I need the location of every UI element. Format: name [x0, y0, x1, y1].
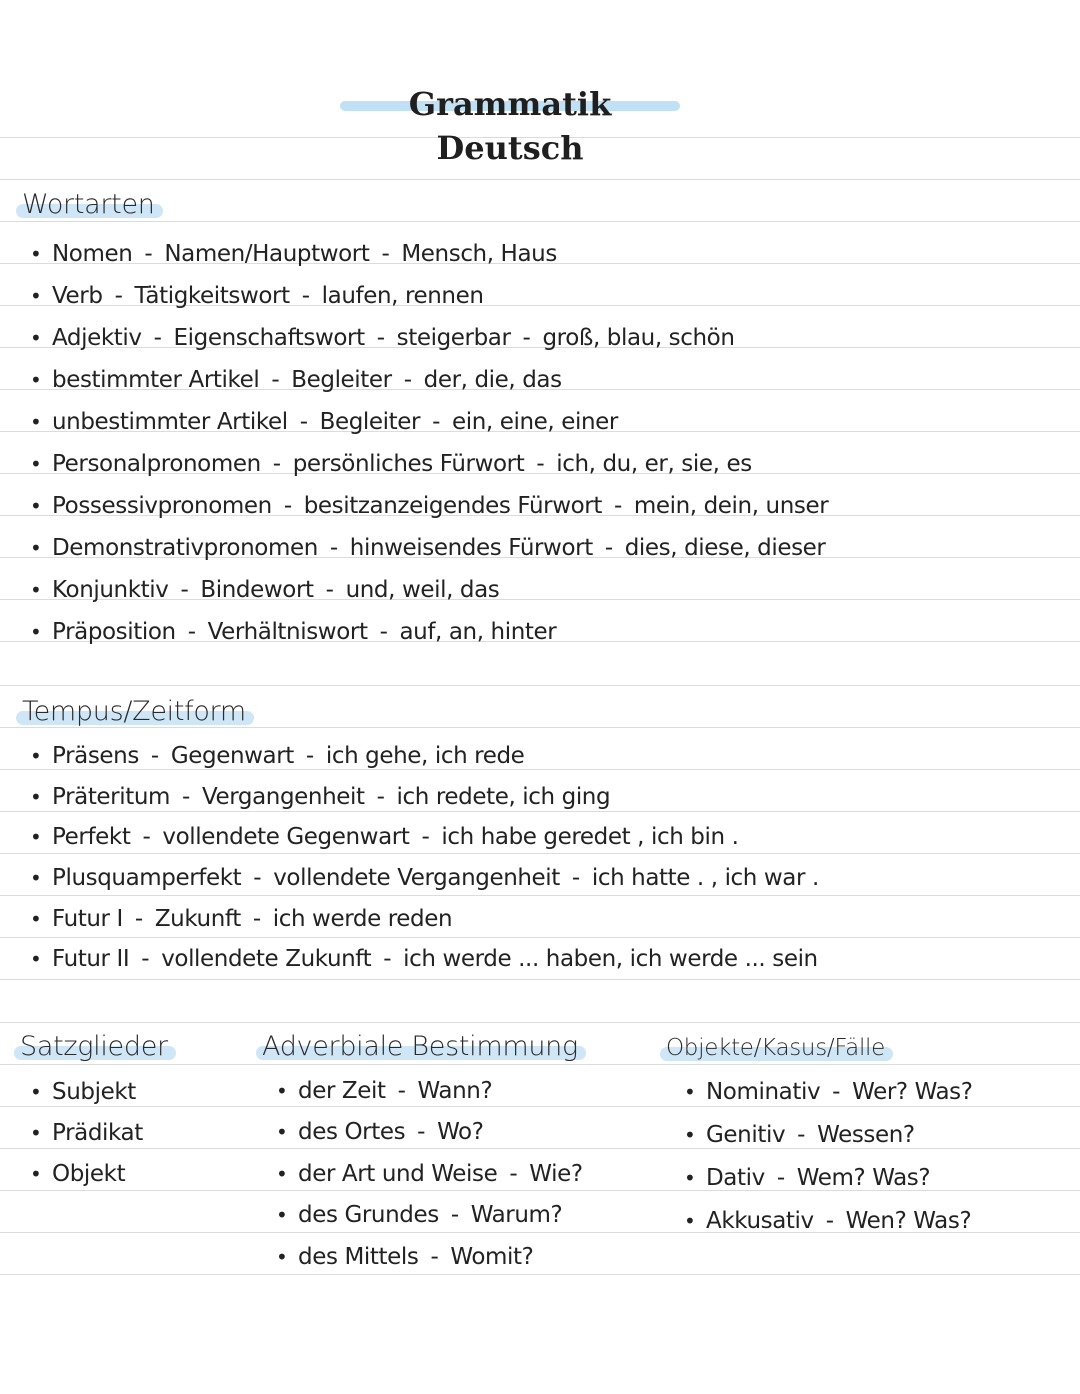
- list-item: • Konjunktiv - Bindewort - und, weil, das: [30, 577, 500, 603]
- list-item: • Plusquamperfekt - vollendete Vergangenheit - ich hatte . , ich war .: [30, 865, 819, 891]
- list-item: • der Zeit - Wann?: [276, 1078, 493, 1104]
- ruled-line: [0, 1274, 1080, 1275]
- list-item: • Futur II - vollendete Zukunft - ich werde ... haben, ich werde ... sein: [30, 946, 818, 972]
- list-item: • des Grundes - Warum?: [276, 1202, 563, 1228]
- list-item: • Futur I - Zukunft - ich werde reden: [30, 906, 453, 932]
- ruled-line: [0, 179, 1080, 180]
- list-item: • Nominativ - Wer? Was?: [684, 1079, 973, 1105]
- page-title: Grammatik Deutsch: [340, 82, 680, 126]
- list-item: • Nomen - Namen/Hauptwort - Mensch, Haus: [30, 241, 557, 267]
- list-item: • Präteritum - Vergangenheit - ich redete, ich ging: [30, 784, 611, 810]
- list-item: • Objekt: [30, 1161, 126, 1187]
- list-item: • Verb - Tätigkeitswort - laufen, rennen: [30, 283, 484, 309]
- list-item: • des Ortes - Wo?: [276, 1119, 484, 1145]
- section-heading-tempus: Tempus/Zeitform: [22, 695, 246, 729]
- list-item: • Perfekt - vollendete Gegenwart - ich habe geredet , ich bin .: [30, 824, 739, 850]
- list-item: • Präposition - Verhältniswort - auf, an, hinter: [30, 619, 557, 645]
- section-heading-satzglieder: Satzglieder: [20, 1030, 168, 1064]
- section-heading-wortarten: Wortarten: [22, 188, 155, 222]
- list-item: • Adjektiv - Eigenschaftswort - steigerbar - groß, blau, schön: [30, 325, 735, 351]
- ruled-line: [0, 1022, 1080, 1023]
- ruled-line: [0, 685, 1080, 686]
- ruled-line: [0, 221, 1080, 222]
- ruled-line: [0, 937, 1080, 938]
- list-item: • bestimmter Artikel - Begleiter - der, die, das: [30, 367, 562, 393]
- ruled-line: [0, 895, 1080, 896]
- ruled-line: [0, 979, 1080, 980]
- ruled-line: [0, 853, 1080, 854]
- list-item: • Demonstrativpronomen - hinweisendes Fürwort - dies, diese, dieser: [30, 535, 826, 561]
- list-item: • Akkusativ - Wen? Was?: [684, 1208, 972, 1234]
- list-item: • der Art und Weise - Wie?: [276, 1161, 583, 1187]
- list-item: • unbestimmter Artikel - Begleiter - ein, eine, einer: [30, 409, 618, 435]
- list-item: • Possessivpronomen - besitzanzeigendes Fürwort - mein, dein, unser: [30, 493, 829, 519]
- list-item: • Prädikat: [30, 1120, 143, 1146]
- list-item: • Personalpronomen - persönliches Fürwort - ich, du, er, sie, es: [30, 451, 752, 477]
- list-item: • Dativ - Wem? Was?: [684, 1165, 931, 1191]
- list-item: • Subjekt: [30, 1079, 136, 1105]
- list-item: • des Mittels - Womit?: [276, 1244, 534, 1270]
- list-item: • Präsens - Gegenwart - ich gehe, ich rede: [30, 743, 525, 769]
- ruled-line: [0, 1064, 1080, 1065]
- section-heading-objekte: Objekte/Kasus/Fälle: [666, 1031, 885, 1065]
- ruled-line: [0, 1148, 1080, 1149]
- list-item: • Genitiv - Wessen?: [684, 1122, 915, 1148]
- section-heading-adverbiale: Adverbiale Bestimmung: [262, 1030, 578, 1064]
